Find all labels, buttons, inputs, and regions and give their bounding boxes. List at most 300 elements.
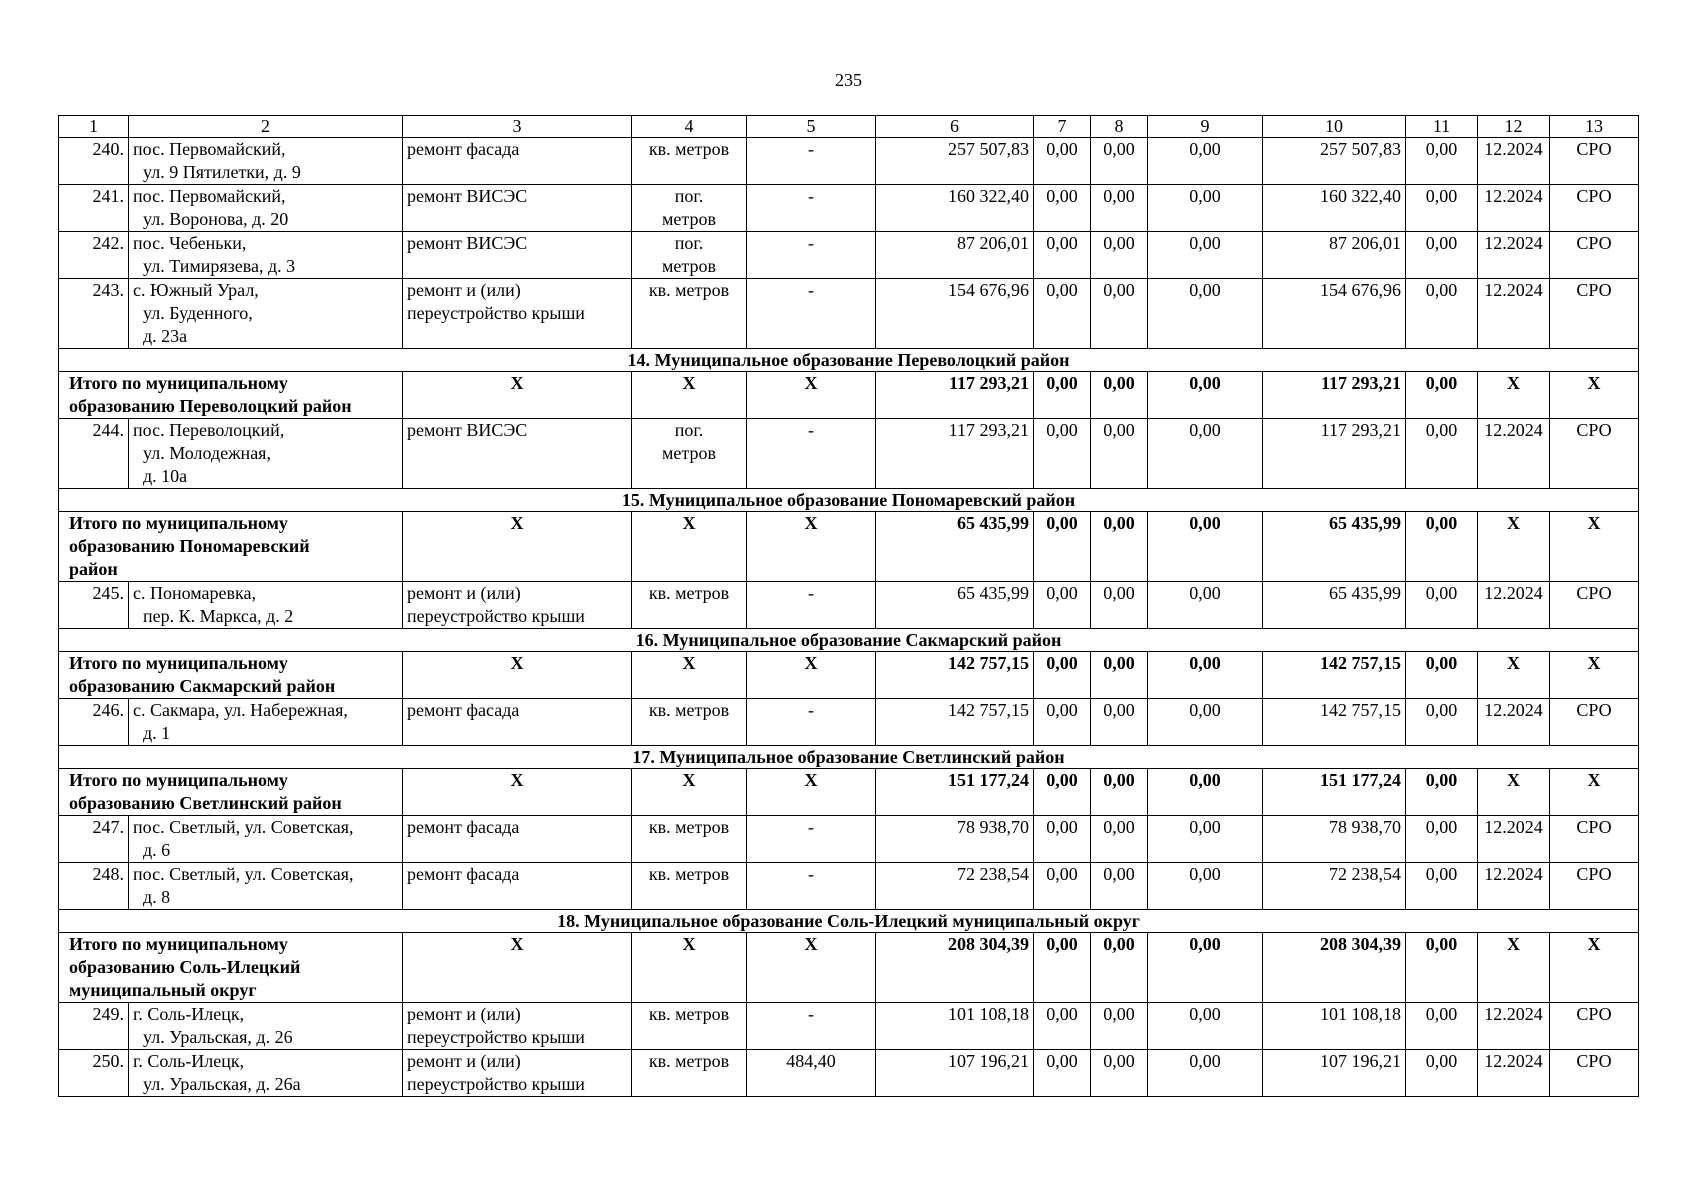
cell-unit (632, 138, 747, 185)
cell-method: СРО (1550, 138, 1639, 185)
section-heading-row (59, 629, 1639, 652)
cell-address (129, 699, 403, 746)
subtotal-label-line: Итого по муниципальному (69, 934, 288, 954)
cell-total-cost: 65 435,99 (876, 512, 1034, 582)
table-row (59, 232, 1639, 279)
work-type-line: ремонт ВИСЭС (407, 186, 528, 206)
unit-line: кв. метров (648, 817, 730, 837)
cell-deadline: X (1478, 652, 1550, 699)
cell-col-7: 0,00 (1034, 652, 1091, 699)
work-type-line: переустройство крыши (407, 606, 585, 626)
cell-col-9: 0,00 (1148, 1003, 1263, 1050)
cell-deadline: X (1478, 769, 1550, 816)
subtotal-label-line: образованию Соль-Илецкий (69, 957, 301, 977)
cell-volume: - (747, 138, 876, 185)
unit-line: кв. метров (648, 139, 730, 159)
address-line: пос. Первомайский, (133, 186, 286, 206)
column-number: 3 (403, 116, 632, 138)
cell-unit (632, 816, 747, 863)
cell-col-10: 101 108,18 (1263, 1003, 1406, 1050)
cell-row-number: 246. (59, 699, 129, 746)
table-row (59, 582, 1639, 629)
address-line: ул. Уральская, д. 26 (143, 1027, 293, 1047)
subtotal-row (59, 769, 1639, 816)
address-line: пос. Переволоцкий, (133, 420, 285, 440)
address-line: с. Пономаревка, (133, 583, 256, 603)
cell-address (129, 1003, 403, 1050)
cell-col-10: 160 322,40 (1263, 185, 1406, 232)
subtotal-label (59, 933, 403, 1003)
cell-method: СРО (1550, 582, 1639, 629)
cell-col-9: 0,00 (1148, 232, 1263, 279)
cell-col-8: 0,00 (1091, 933, 1148, 1003)
cell-method: X (1550, 512, 1639, 582)
subtotal-label-line: Итого по муниципальному (69, 373, 288, 393)
cell-col-7: 0,00 (1034, 138, 1091, 185)
cell-unit: X (632, 512, 747, 582)
section-title: 18. Муниципальное образование Соль-Илецкий муниципальный округ (59, 910, 1639, 933)
address-line: пос. Светлый, ул. Советская, (133, 817, 354, 837)
cell-col-11: 0,00 (1406, 279, 1478, 349)
cell-col-11: 0,00 (1406, 816, 1478, 863)
unit-line: метров (662, 443, 716, 463)
cell-col-11: 0,00 (1406, 1050, 1478, 1097)
cell-method: СРО (1550, 232, 1639, 279)
address-line: д. 8 (143, 887, 171, 907)
cell-col-7: 0,00 (1034, 1050, 1091, 1097)
subtotal-label (59, 372, 403, 419)
cell-col-9: 0,00 (1148, 372, 1263, 419)
unit-line: кв. метров (648, 583, 730, 603)
cell-work-type: X (403, 769, 632, 816)
work-type-line: ремонт фасада (407, 139, 520, 159)
cell-col-8: 0,00 (1091, 582, 1148, 629)
cell-col-10: 142 757,15 (1263, 699, 1406, 746)
cell-deadline: 12.2024 (1478, 232, 1550, 279)
work-type-line: ремонт и (или) (407, 1004, 521, 1024)
cell-address (129, 863, 403, 910)
cell-unit: X (632, 769, 747, 816)
cell-total-cost: 160 322,40 (876, 185, 1034, 232)
section-title: 17. Муниципальное образование Светлинский район (59, 746, 1639, 769)
cell-method: СРО (1550, 419, 1639, 489)
cell-deadline: 12.2024 (1478, 863, 1550, 910)
cell-col-8: 0,00 (1091, 816, 1148, 863)
unit-line: метров (662, 256, 716, 276)
cell-deadline: 12.2024 (1478, 816, 1550, 863)
cell-col-7: 0,00 (1034, 279, 1091, 349)
cell-row-number: 242. (59, 232, 129, 279)
work-type-line: ремонт ВИСЭС (407, 420, 528, 440)
cell-row-number: 241. (59, 185, 129, 232)
work-type-line: переустройство крыши (407, 303, 585, 323)
subtotal-row (59, 372, 1639, 419)
unit-line: кв. метров (648, 280, 730, 300)
cell-address (129, 419, 403, 489)
address-line: г. Соль-Илецк, (133, 1051, 245, 1071)
cell-deadline: 12.2024 (1478, 138, 1550, 185)
cell-col-11: 0,00 (1406, 419, 1478, 489)
address-line: д. 1 (143, 723, 171, 743)
cell-total-cost: 107 196,21 (876, 1050, 1034, 1097)
subtotal-label (59, 512, 403, 582)
cell-col-9: 0,00 (1148, 699, 1263, 746)
cell-unit (632, 582, 747, 629)
cell-deadline: X (1478, 512, 1550, 582)
cell-total-cost: 208 304,39 (876, 933, 1034, 1003)
cell-total-cost: 151 177,24 (876, 769, 1034, 816)
cell-total-cost: 117 293,21 (876, 419, 1034, 489)
cell-method: СРО (1550, 279, 1639, 349)
subtotal-label-line: Итого по муниципальному (69, 653, 288, 673)
unit-line: кв. метров (648, 700, 730, 720)
cell-volume: - (747, 419, 876, 489)
cell-col-10: 142 757,15 (1263, 652, 1406, 699)
address-line: ул. Тимирязева, д. 3 (143, 256, 296, 276)
cell-col-9: 0,00 (1148, 582, 1263, 629)
cell-total-cost: 65 435,99 (876, 582, 1034, 629)
cell-row-number: 248. (59, 863, 129, 910)
cell-work-type (403, 816, 632, 863)
cell-volume: - (747, 699, 876, 746)
cell-unit: X (632, 933, 747, 1003)
cell-deadline: 12.2024 (1478, 1050, 1550, 1097)
cell-work-type (403, 863, 632, 910)
cell-col-11: 0,00 (1406, 582, 1478, 629)
column-number: 4 (632, 116, 747, 138)
cell-total-cost: 117 293,21 (876, 372, 1034, 419)
cell-volume: X (747, 933, 876, 1003)
cell-address (129, 279, 403, 349)
cell-deadline: X (1478, 933, 1550, 1003)
column-number: 1 (59, 116, 129, 138)
cell-row-number: 243. (59, 279, 129, 349)
cell-col-10: 117 293,21 (1263, 372, 1406, 419)
cell-row-number: 244. (59, 419, 129, 489)
cell-total-cost: 142 757,15 (876, 699, 1034, 746)
cell-col-10: 117 293,21 (1263, 419, 1406, 489)
cell-col-8: 0,00 (1091, 1003, 1148, 1050)
subtotal-row (59, 652, 1639, 699)
cell-col-11: 0,00 (1406, 652, 1478, 699)
column-number: 7 (1034, 116, 1091, 138)
cell-method: СРО (1550, 863, 1639, 910)
column-number-row (59, 116, 1639, 138)
table-row (59, 279, 1639, 349)
cell-total-cost: 257 507,83 (876, 138, 1034, 185)
cell-col-10: 78 938,70 (1263, 816, 1406, 863)
cell-col-11: 0,00 (1406, 933, 1478, 1003)
unit-line: пог. (674, 186, 704, 206)
cell-deadline: 12.2024 (1478, 582, 1550, 629)
cell-col-9: 0,00 (1148, 1050, 1263, 1097)
cell-method: X (1550, 372, 1639, 419)
cell-address (129, 1050, 403, 1097)
cell-col-7: 0,00 (1034, 863, 1091, 910)
cell-volume: - (747, 1003, 876, 1050)
cell-col-8: 0,00 (1091, 699, 1148, 746)
section-title: 16. Муниципальное образование Сакмарский район (59, 629, 1639, 652)
address-line: ул. Молодежная, (143, 443, 271, 463)
page-number: 235 (835, 70, 862, 90)
cell-unit (632, 863, 747, 910)
cell-work-type (403, 1003, 632, 1050)
unit-line: кв. метров (648, 864, 730, 884)
address-line: д. 6 (143, 840, 171, 860)
unit-line: кв. метров (648, 1004, 730, 1024)
unit-line: метров (662, 209, 716, 229)
cell-unit (632, 1050, 747, 1097)
column-number: 8 (1091, 116, 1148, 138)
cell-volume: X (747, 769, 876, 816)
cell-work-type (403, 138, 632, 185)
cell-col-7: 0,00 (1034, 372, 1091, 419)
table-row (59, 863, 1639, 910)
column-number: 9 (1148, 116, 1263, 138)
work-type-line: ремонт фасада (407, 864, 520, 884)
cell-unit: X (632, 372, 747, 419)
cell-work-type: X (403, 372, 632, 419)
cell-col-7: 0,00 (1034, 232, 1091, 279)
cell-col-10: 65 435,99 (1263, 582, 1406, 629)
cell-work-type: X (403, 933, 632, 1003)
cell-col-10: 154 676,96 (1263, 279, 1406, 349)
cell-col-9: 0,00 (1148, 652, 1263, 699)
address-line: с. Сакмара, ул. Набережная, (133, 700, 348, 720)
subtotal-label-line: образованию Переволоцкий район (69, 396, 352, 416)
unit-line: пог. (674, 233, 704, 253)
cell-work-type (403, 419, 632, 489)
cell-volume: X (747, 512, 876, 582)
cell-col-9: 0,00 (1148, 279, 1263, 349)
cell-deadline: 12.2024 (1478, 185, 1550, 232)
cell-row-number: 247. (59, 816, 129, 863)
cell-col-11: 0,00 (1406, 863, 1478, 910)
cell-deadline: 12.2024 (1478, 279, 1550, 349)
subtotal-label-line: муниципальный округ (69, 980, 257, 1000)
cell-work-type (403, 582, 632, 629)
section-title: 14. Муниципальное образование Переволоцкий район (59, 349, 1639, 372)
cell-work-type (403, 185, 632, 232)
cell-row-number: 250. (59, 1050, 129, 1097)
cell-col-11: 0,00 (1406, 372, 1478, 419)
address-line: пос. Первомайский, (133, 139, 286, 159)
subtotal-label (59, 769, 403, 816)
address-line: ул. Буденного, (143, 303, 253, 323)
cell-col-10: 72 238,54 (1263, 863, 1406, 910)
column-number: 5 (747, 116, 876, 138)
cell-work-type: X (403, 652, 632, 699)
cell-col-10: 257 507,83 (1263, 138, 1406, 185)
work-type-line: ремонт и (или) (407, 280, 521, 300)
cell-col-7: 0,00 (1034, 582, 1091, 629)
cell-address (129, 138, 403, 185)
unit-line: кв. метров (648, 1051, 730, 1071)
cell-total-cost: 154 676,96 (876, 279, 1034, 349)
work-type-line: переустройство крыши (407, 1027, 585, 1047)
table-row (59, 1050, 1639, 1097)
cell-col-7: 0,00 (1034, 185, 1091, 232)
cell-col-8: 0,00 (1091, 769, 1148, 816)
cell-method: СРО (1550, 1003, 1639, 1050)
table-row (59, 419, 1639, 489)
address-line: д. 10а (143, 466, 188, 486)
cell-unit (632, 419, 747, 489)
cell-row-number: 249. (59, 1003, 129, 1050)
section-title: 15. Муниципальное образование Пономаревский район (59, 489, 1639, 512)
cell-col-9: 0,00 (1148, 816, 1263, 863)
address-line: г. Соль-Илецк, (133, 1004, 245, 1024)
unit-line: пог. (674, 420, 704, 440)
cell-unit: X (632, 652, 747, 699)
work-type-line: ремонт и (или) (407, 583, 521, 603)
cell-col-11: 0,00 (1406, 1003, 1478, 1050)
cell-col-7: 0,00 (1034, 699, 1091, 746)
cell-unit (632, 185, 747, 232)
cell-method: X (1550, 652, 1639, 699)
cell-deadline: 12.2024 (1478, 419, 1550, 489)
cell-volume: - (747, 582, 876, 629)
cell-col-10: 151 177,24 (1263, 769, 1406, 816)
address-line: с. Южный Урал, (133, 280, 259, 300)
cell-col-8: 0,00 (1091, 372, 1148, 419)
table-row (59, 185, 1639, 232)
address-line: пос. Чебеньки, (133, 233, 247, 253)
address-line: ул. 9 Пятилетки, д. 9 (143, 162, 301, 182)
address-line: пер. К. Маркса, д. 2 (143, 606, 294, 626)
cell-method: X (1550, 933, 1639, 1003)
cell-col-10: 208 304,39 (1263, 933, 1406, 1003)
cell-address (129, 582, 403, 629)
cell-col-8: 0,00 (1091, 863, 1148, 910)
cell-deadline: 12.2024 (1478, 1003, 1550, 1050)
cell-volume: - (747, 279, 876, 349)
section-heading-row (59, 489, 1639, 512)
cell-col-7: 0,00 (1034, 933, 1091, 1003)
work-type-line: ремонт и (или) (407, 1051, 521, 1071)
cell-deadline: X (1478, 372, 1550, 419)
work-type-line: ремонт фасада (407, 817, 520, 837)
cell-total-cost: 78 938,70 (876, 816, 1034, 863)
cell-work-type: X (403, 512, 632, 582)
cell-volume: - (747, 816, 876, 863)
cell-total-cost: 72 238,54 (876, 863, 1034, 910)
cell-method: СРО (1550, 185, 1639, 232)
cell-col-9: 0,00 (1148, 769, 1263, 816)
cell-work-type (403, 699, 632, 746)
cell-col-10: 107 196,21 (1263, 1050, 1406, 1097)
section-heading-row (59, 349, 1639, 372)
cell-deadline: 12.2024 (1478, 699, 1550, 746)
cell-row-number: 245. (59, 582, 129, 629)
cell-col-9: 0,00 (1148, 138, 1263, 185)
cell-address (129, 185, 403, 232)
table-row (59, 699, 1639, 746)
cell-col-7: 0,00 (1034, 512, 1091, 582)
cell-col-9: 0,00 (1148, 933, 1263, 1003)
cell-col-7: 0,00 (1034, 419, 1091, 489)
cell-col-7: 0,00 (1034, 1003, 1091, 1050)
cell-col-8: 0,00 (1091, 512, 1148, 582)
cell-col-8: 0,00 (1091, 652, 1148, 699)
cell-col-10: 65 435,99 (1263, 512, 1406, 582)
cell-address (129, 232, 403, 279)
cell-method: СРО (1550, 816, 1639, 863)
cell-col-11: 0,00 (1406, 769, 1478, 816)
subtotal-row (59, 933, 1639, 1003)
cell-volume: 484,40 (747, 1050, 876, 1097)
cell-work-type (403, 279, 632, 349)
column-number: 11 (1406, 116, 1478, 138)
cell-col-11: 0,00 (1406, 138, 1478, 185)
cell-col-10: 87 206,01 (1263, 232, 1406, 279)
work-type-line: переустройство крыши (407, 1074, 585, 1094)
cell-volume: X (747, 372, 876, 419)
cell-unit (632, 699, 747, 746)
subtotal-label (59, 652, 403, 699)
subtotal-label-line: образованию Сакмарский район (69, 676, 336, 696)
work-type-line: ремонт фасада (407, 700, 520, 720)
cell-total-cost: 101 108,18 (876, 1003, 1034, 1050)
column-number: 6 (876, 116, 1034, 138)
cell-volume: X (747, 652, 876, 699)
cell-col-11: 0,00 (1406, 699, 1478, 746)
cell-col-7: 0,00 (1034, 769, 1091, 816)
column-number: 12 (1478, 116, 1550, 138)
section-heading-row (59, 910, 1639, 933)
subtotal-row (59, 512, 1639, 582)
subtotal-label-line: Итого по муниципальному (69, 513, 288, 533)
cell-volume: - (747, 185, 876, 232)
cell-col-11: 0,00 (1406, 512, 1478, 582)
cell-volume: - (747, 863, 876, 910)
cell-col-8: 0,00 (1091, 279, 1148, 349)
cell-col-9: 0,00 (1148, 185, 1263, 232)
table-row (59, 1003, 1639, 1050)
cell-col-8: 0,00 (1091, 138, 1148, 185)
cell-work-type (403, 1050, 632, 1097)
table-row (59, 138, 1639, 185)
cell-method: СРО (1550, 1050, 1639, 1097)
column-number: 10 (1263, 116, 1406, 138)
column-number: 2 (129, 116, 403, 138)
address-line: д. 23а (143, 326, 188, 346)
subtotal-label-line: район (69, 559, 118, 579)
cell-unit (632, 1003, 747, 1050)
subtotal-label-line: образованию Светлинский район (69, 793, 342, 813)
cell-row-number: 240. (59, 138, 129, 185)
cell-col-9: 0,00 (1148, 512, 1263, 582)
cell-method: X (1550, 769, 1639, 816)
subtotal-label-line: Итого по муниципальному (69, 770, 288, 790)
cell-col-8: 0,00 (1091, 232, 1148, 279)
cell-col-7: 0,00 (1034, 816, 1091, 863)
section-heading-row (59, 746, 1639, 769)
cell-col-8: 0,00 (1091, 419, 1148, 489)
cell-col-9: 0,00 (1148, 419, 1263, 489)
address-line: пос. Светлый, ул. Советская, (133, 864, 354, 884)
subtotal-label-line: образованию Пономаревский (69, 536, 310, 556)
cell-volume: - (747, 232, 876, 279)
cell-col-8: 0,00 (1091, 1050, 1148, 1097)
cell-method: СРО (1550, 699, 1639, 746)
cell-unit (632, 279, 747, 349)
cell-col-11: 0,00 (1406, 232, 1478, 279)
cell-address (129, 816, 403, 863)
cell-total-cost: 142 757,15 (876, 652, 1034, 699)
cell-col-8: 0,00 (1091, 185, 1148, 232)
address-line: ул. Уральская, д. 26а (143, 1074, 301, 1094)
